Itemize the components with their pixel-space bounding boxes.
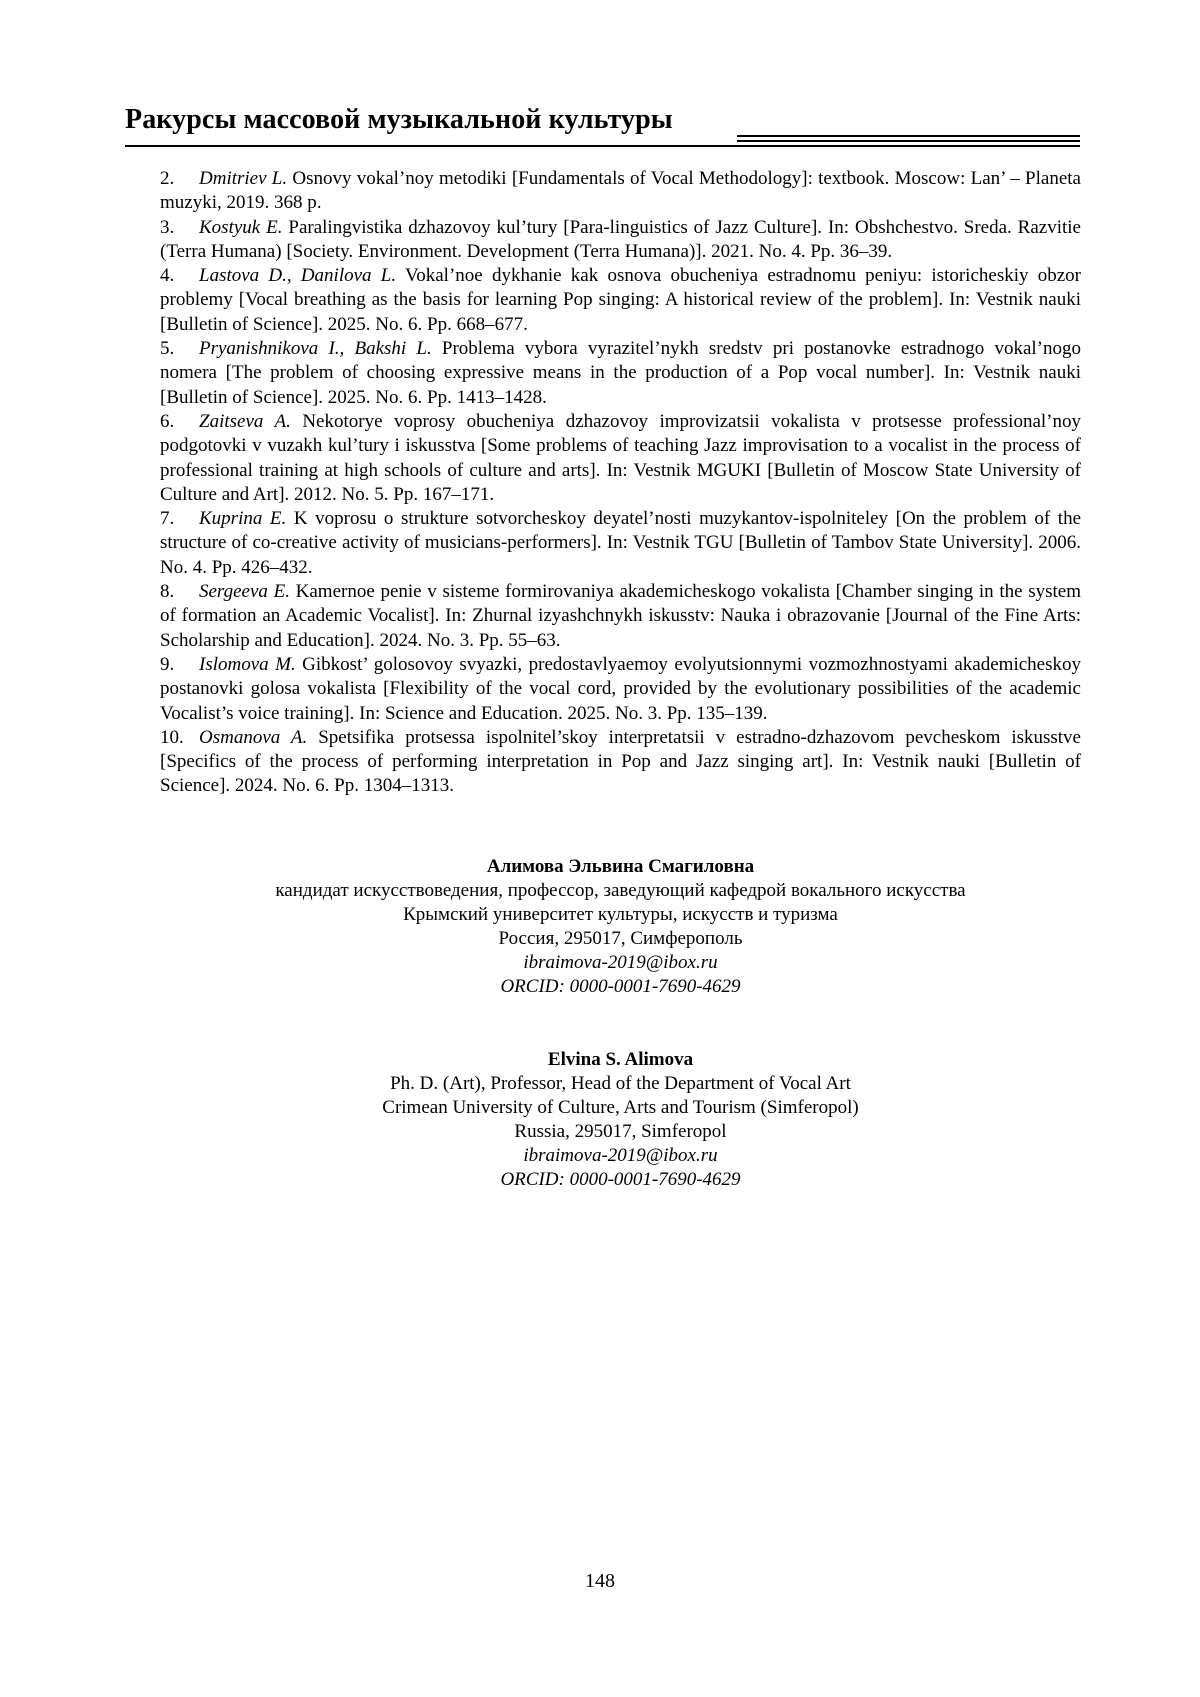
reference-text: Nekotorye voprosy obucheniya dzhazovoy improvizatsii vokalista v protsesse professional’noy podgotovki v vuzakh kul’tury i iskusstva [Some problems of teaching Jazz improvisation to a vocalist in the process of professional training at high schools of culture and arts]. In: Vestnik MGUKI [Bulletin of Moscow State University of Culture and Art]. 2012. No. 5. Pp. 167–171. [160,410,1081,505]
reference-author: Kostyuk E. [199,216,283,238]
author-location: Russia, 295017, Simferopol [514,1121,727,1142]
reference-number: 4. [160,265,175,287]
reference-author: Pryanishnikova I., Bakshi L. [199,338,432,360]
author-block-ru [160,855,1081,999]
running-header [125,96,1080,148]
reference-author: Dmitriev L. [199,168,288,189]
author-email: ibraimova-2019@ibox.ru [523,952,718,973]
reference-text: K voprosu o strukture sotvorcheskoy deyatel’nosti muzykantov-ispolniteley [On the problem of the structure of co-creative activity of musicians-performers]. In: Vestnik TGU [Bulletin of Tambov State University]. 2006. No. 4. Pp. 426–432. [160,508,1082,578]
header-rule [737,135,1080,137]
reference-number: 2. [160,168,175,189]
reference-author: Islomova M. [199,653,296,675]
reference-number: 6. [160,410,175,432]
reference-text: Kamernoe penie v sisteme formirovaniya akademicheskogo vokalista [Chamber singing in the system of formation an Academic Vocalist]. In: Zhurnal izyashchnykh iskusstv: Nauka i obrazovanie [Journal of the Fine Arts: Scholarship and Education]. 2024. No. 3. Pp. 55–63. [160,581,1082,651]
author-affiliation: Крымский университет культуры, искусств и туризма [403,904,838,925]
reference-number: 8. [160,581,175,603]
reference-number: 9. [160,653,175,675]
reference-entry [160,410,1081,507]
author-position: кандидат искусствоведения, профессор, заведующий кафедрой вокального искусства [275,880,966,901]
reference-number: 3. [160,216,175,238]
reference-text: Vokal’noe dykhanie kak osnova obucheniya estradnomu peniyu: istoricheskiy obzor problemy [Vocal breathing as the basis for learning Pop singing: A historical review of the problem]. In: Vestnik nauki [Bulletin of Science]. 2025. No. 6. Pp. 668–677. [160,265,1081,335]
reference-entry [160,580,1081,653]
reference-author: Kuprina E. [199,508,287,530]
reference-entry [160,216,1081,265]
reference-entry [160,507,1081,580]
author-location: Россия, 295017, Симферополь [498,928,743,949]
author-block-en [160,1048,1081,1192]
running-title: Ракурсы массовой музыкальной культуры [125,104,673,135]
reference-text: Spetsifika protsessa ispolnitel’skoy interpretatsii v estradno-dzhazovom pevcheskom iskusstve [Specifics of the process of performing interpretation in Pop and Jazz singing art]. In: Vestnik nauki [Bulletin of Science]. 2024. No. 6. Pp. 1304–1313. [160,726,1081,797]
reference-text: Osnovy vokal’noy metodiki [Fundamentals of Vocal Methodology]: textbook. Moscow: Lan’ – Planeta muzyki, 2019. 368 p. [160,168,1081,214]
reference-author: Osmanova A. [199,726,308,748]
reference-text: Gibkost’ golosovoy svyazki, predostavlyaemoy evolyutsionnymi vozmozhnostyami akademicheskoy postanovki golosa vokalista [Flexibility of the vocal cord, provided by the evolutionary possibilities of the academic Vocalist’s voice training]. In: Science and Education. 2025. No. 3. Pp. 135–139. [160,653,1081,724]
reference-text: Problema vybora vyrazitel’nykh sredstv pri postanovke estradnogo vokal’nogo nomera [The problem of choosing expressive means in the production of a Pop vocal number]. In: Vestnik nauki [Bulletin of Science]. 2025. No. 6. Pp. 1413–1428. [160,338,1082,408]
author-orcid: ORCID: 0000-0001-7690-4629 [500,976,741,997]
reference-entry [160,167,1081,216]
author-name: Elvina S. Alimova [547,1049,694,1070]
reference-entry [160,653,1081,726]
author-affiliation: Crimean University of Culture, Arts and Tourism (Simferopol) [382,1097,859,1118]
author-name: Алимова Эльвина Смагиловна [486,856,755,877]
reference-entry [160,337,1081,410]
reference-author: Sergeeva E. [199,581,290,603]
header-rule [737,140,1080,142]
reference-number: 10. [160,726,184,748]
header-rule [125,145,1080,147]
reference-list [160,167,1081,799]
reference-text: Paralingvistika dzhazovoy kul’tury [Para-linguistics of Jazz Culture]. In: Obshchestvo. Sreda. Razvitie (Terra Humana) [Society. Environment. Development (Terra Humana)]. 2021. No. 4. Pp. 36–39. [160,216,1081,262]
page-number: 148 [585,1570,615,1592]
author-position: Ph. D. (Art), Professor, Head of the Department of Vocal Art [390,1073,851,1094]
reference-entry [160,726,1081,799]
author-email: ibraimova-2019@ibox.ru [523,1145,718,1166]
reference-entry [160,264,1081,337]
reference-author: Lastova D., Danilova L. [199,265,397,287]
author-orcid: ORCID: 0000-0001-7690-4629 [500,1169,741,1190]
reference-number: 7. [160,508,175,530]
reference-number: 5. [160,338,175,360]
reference-author: Zaitseva A. [199,410,291,432]
